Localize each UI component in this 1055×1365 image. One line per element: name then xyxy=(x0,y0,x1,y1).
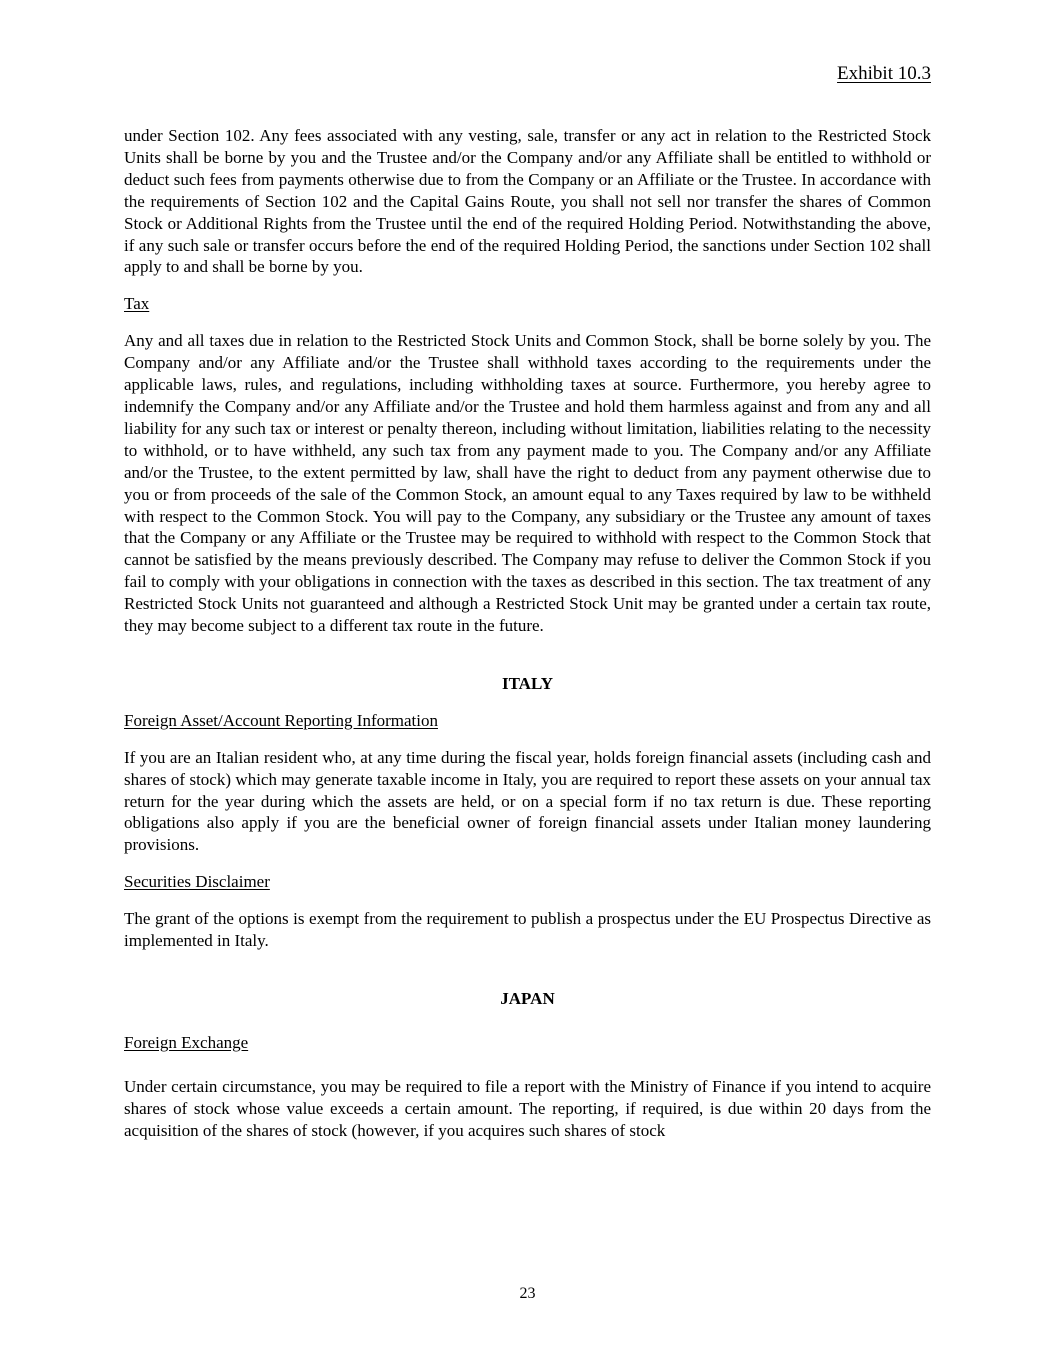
document-page xyxy=(124,0,931,1365)
italy-foreign-asset-paragraph: If you are an Italian resident who, at any time during the fiscal year, holds foreign financial assets (including cash and shares of stock) which may generate taxable income in Italy, you are required to report these assets on your annual tax return for the year during which the assets are held, or on a special form if no tax return is due. These reporting obligations also apply if you are the beneficial owner of foreign financial assets under Italian money laundering provisions. xyxy=(124,747,931,855)
japan-foreign-exchange-paragraph: Under certain circumstance, you may be required to file a report with the Ministry of Finance if you intend to acquire shares of stock whose value exceeds a certain amount. The reporting, if required, is due within 20 days from the acquisition of the shares of stock (however, if you acquires such shares of stock xyxy=(124,1076,931,1140)
tax-section-title: Tax xyxy=(124,294,150,314)
tax-paragraph: Any and all taxes due in relation to the Restricted Stock Units and Common Stock, shall be borne solely by you. The Company and/or any Affiliate and/or the Trustee shall withhold taxes according to the requirements under the applicable laws, rules, and regulations, including withholding taxes at source. Furthermore, you hereby agree to indemnify the Company and/or any Affiliate and/or the Trustee and hold them harmless against and from any and all liability for any such tax or interest or penalty thereon, including without limitation, liabilities relating to the necessity to withhold, or to have withheld, any such tax from any payment made to you. The Company and/or any Affiliate and/or the Trustee, to the extent permitted by law, shall have the right to deduct from any payment otherwise due to you or from proceeds of the sale of the Common Stock, an amount equal to any Taxes required by law to be withheld with respect to the Common Stock. You will pay to the Company, any subsidiary or the Trustee any amount of taxes that the Company or any Affiliate or the Trustee may be required to withhold with respect to the Common Stock that cannot be satisfied by the means previously described. The Company may refuse to deliver the Common Stock if you fail to comply with your obligations in connection with the taxes as described in this section. The tax treatment of any Restricted Stock Units not guaranteed and although a Restricted Stock Unit may be granted under a certain tax route, they may become subject to a different tax route in the future. xyxy=(124,331,931,636)
document-body xyxy=(124,125,931,1142)
italy-heading: ITALY xyxy=(501,673,554,693)
italy-securities-title: Securities Disclaimer xyxy=(124,872,270,892)
continuation-paragraph: under Section 102. Any fees associated with any vesting, sale, transfer or any act in relation to the Restricted Stock Units shall be borne by you and the Trustee and/or the Company and/or any Affiliate shall be entitled to withhold or deduct such fees from payments otherwise due to from the Company or an Affiliate or the Trustee. In accordance with the requirements of Section 102 and the Capital Gains Route, you shall not sell nor transfer the shares of Common Stock or Additional Rights from the Trustee until the end of the required Holding Period. Notwithstanding the above, if any such sale or transfer occurs before the end of the required Holding Period, the sanctions under Section 102 shall apply to and shall be borne by you. xyxy=(124,126,931,277)
page-number: 23 xyxy=(519,1285,536,1302)
exhibit-label: Exhibit 10.3 xyxy=(837,63,931,84)
italy-foreign-asset-title: Foreign Asset/Account Reporting Information xyxy=(124,710,438,730)
japan-foreign-exchange-title: Foreign Exchange xyxy=(124,1032,249,1052)
japan-heading: JAPAN xyxy=(500,989,555,1008)
italy-securities-paragraph: The grant of the options is exempt from the requirement to publish a prospectus under the EU Prospectus Directive as implemented in Italy. xyxy=(124,909,931,951)
